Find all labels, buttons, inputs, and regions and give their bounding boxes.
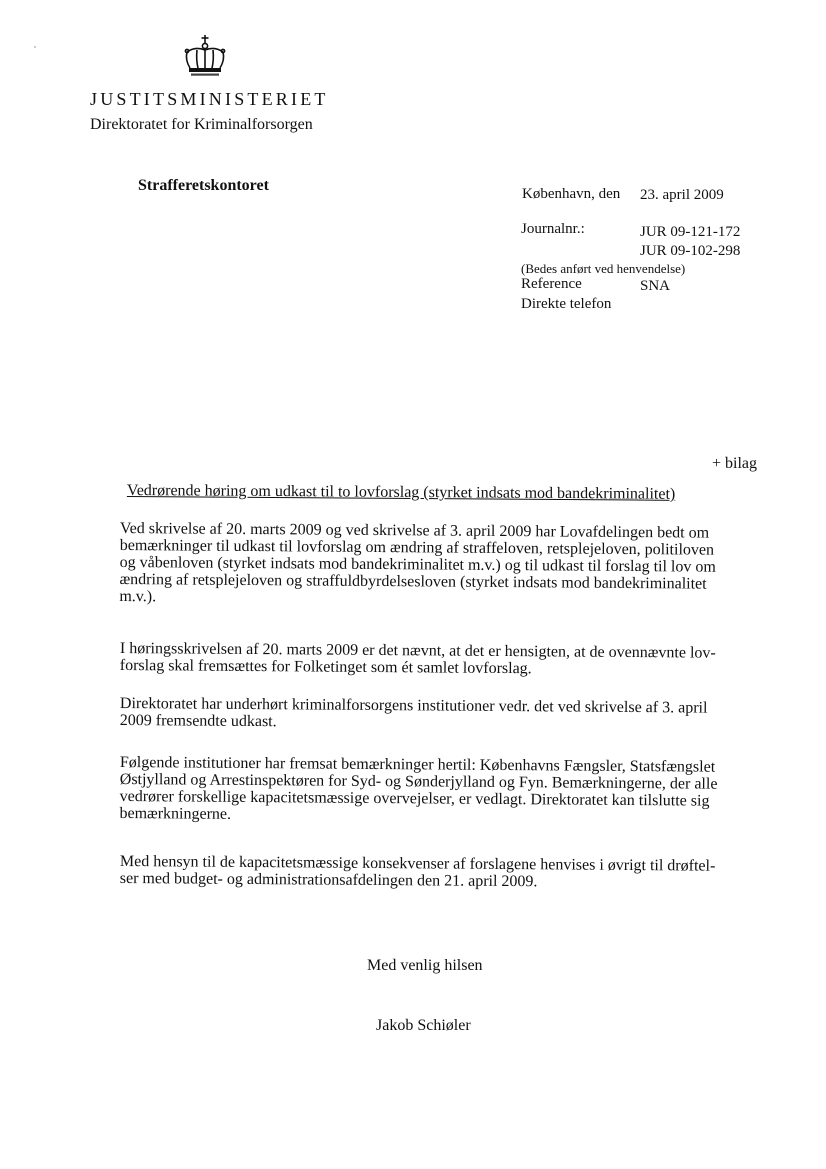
body-paragraph — [120, 695, 750, 734]
phone-label: Direkte telefon — [521, 296, 612, 312]
paragraph-line: Direktoratet har underhørt kriminalforsorgens institutioner vedr. det ved skrivelse af 3. april — [119, 695, 708, 717]
attachment-note: + bilag — [712, 455, 758, 472]
journal-note: (Bedes anført ved henvendelse) — [521, 261, 686, 276]
paragraph-line: vedrører forskellige kapacitetsmæssige overvejelser, er vedlagt. Direktoratet kan tilslutte sig — [119, 787, 710, 810]
closing-greeting: Med venlig hilsen — [367, 957, 483, 974]
body-paragraph — [119, 520, 750, 610]
paragraph-line: m.v.). — [119, 587, 157, 606]
scan-speck — [34, 46, 36, 48]
office-name: Strafferetskontoret — [138, 177, 269, 194]
reference-label: Reference — [521, 276, 582, 292]
body-paragraph — [119, 754, 750, 827]
subject-line: Vedrørende høring om udkast til to lovforslag (styrket indsats mod bandekriminalitet) — [126, 482, 676, 503]
signatory-name: Jakob Schiøler — [376, 1017, 471, 1034]
reference-value: SNA — [640, 278, 671, 294]
paragraph-line: Østjylland og Arrestinspektøren for Syd- og Sønderjylland og Fyn. Bemærkningerne, der alle — [119, 770, 718, 793]
letter-date: 23. april 2009 — [640, 187, 724, 203]
paragraph-line: ser med budget- og administrationsafdelingen den 21. april 2009. — [119, 869, 538, 891]
journal-label: Journalnr.: — [521, 221, 585, 237]
ministry-name: JUSTITSMINISTERIET — [90, 89, 329, 109]
journal-number: JUR 09-102-298 — [640, 243, 741, 259]
paragraph-line: og våbenloven (styrket indsats mod bandekriminalitet m.v.) og til udkast til forslag til lov om — [119, 553, 716, 576]
directorate-name: Direktoratet for Kriminalforsorgen — [90, 116, 313, 133]
paragraph-line: I høringsskrivelsen af 20. marts 2009 er det nævnt, at det er hensigten, at de ovennævnte lov- — [119, 640, 716, 662]
body-paragraph — [120, 853, 750, 892]
paragraph-line: 2009 fremsendte udkast. — [119, 711, 277, 731]
journal-number: JUR 09-121-172 — [640, 224, 741, 240]
paragraph-line: bemærkninger til udkast til lovforslag om ændring af straffeloven, retsplejeloven, politiloven — [119, 536, 715, 559]
body-paragraph — [120, 640, 750, 679]
place-label: København, den — [522, 186, 621, 202]
paragraph-line: Følgende institutioner har fremsat bemærkninger hertil: Københavns Fængsler, Statsfængslet — [119, 754, 716, 776]
paragraph-line: ændring af retsplejeloven og straffuldbyrdelsesloven (styrket indsats mod bandekriminalitet — [119, 570, 707, 593]
paragraph-line: Ved skrivelse af 20. marts 2009 og ved skrivelse af 3. april 2009 har Lovafdelingen bedt om — [119, 520, 710, 542]
royal-crown-icon — [181, 34, 229, 80]
paragraph-line: forslag skal fremsættes for Folketinget som ét samlet lovforslag. — [119, 656, 532, 678]
paragraph-line: bemærkningerne. — [119, 804, 232, 823]
paragraph-line: Med hensyn til de kapacitetsmæssige konsekvenser af forslagene henvises i øvrigt til drøftel- — [119, 853, 716, 875]
